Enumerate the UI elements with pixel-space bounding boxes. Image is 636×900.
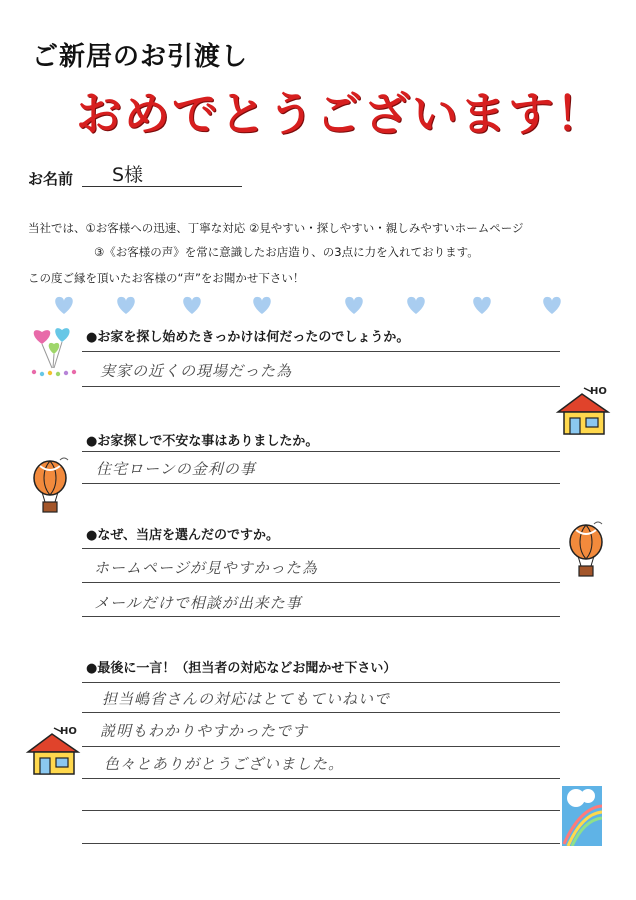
answer-rule <box>82 746 560 747</box>
heart-icon <box>473 297 491 314</box>
name-label: お名前 <box>28 170 74 188</box>
heart-icon <box>253 297 271 314</box>
house-icon <box>24 722 84 778</box>
page-title: おめでとうございます！ <box>76 87 604 141</box>
rainbow-icon <box>562 786 602 846</box>
svg-text:HO: HO <box>590 386 607 397</box>
svg-text:HO: HO <box>60 726 77 737</box>
answer-rule <box>82 386 560 387</box>
intro-line-3: この度ご縁を頂いたお客様の“声”をお聞かせ下さい！ <box>28 271 305 285</box>
name-value: S様 <box>112 164 144 186</box>
balloon-bouquet-icon <box>26 322 82 380</box>
name-underline <box>82 186 242 187</box>
answer-3-2: メールだけで相談が出来た事 <box>94 594 302 612</box>
answer-rule <box>82 616 560 617</box>
heart-icon <box>183 297 201 314</box>
answer-rule <box>82 778 560 779</box>
answer-rule <box>82 451 560 452</box>
heart-icon <box>345 297 363 314</box>
house-icon <box>554 382 614 438</box>
answer-4-3: 色々とありがとうございました。 <box>104 755 345 773</box>
answer-rule <box>82 712 560 713</box>
answer-rule <box>82 483 560 484</box>
question-4: ●最後に一言！（担当者の対応などお聞かせ下さい） <box>86 661 397 676</box>
hearts-row <box>50 294 590 316</box>
answer-rule <box>82 351 560 352</box>
answer-rule <box>82 843 560 844</box>
question-2: ●お家探しで不安な事はありましたか。 <box>86 434 319 449</box>
heart-icon <box>543 297 561 314</box>
answer-3-1: ホームページが見やすかった為 <box>94 559 318 577</box>
answer-4-1: 担当嶋省さんの対応はとてもていねいで <box>102 690 391 708</box>
page-subtitle: ご新居のお引渡し <box>32 42 249 72</box>
answer-1-1: 実家の近くの現場だった為 <box>100 362 293 380</box>
intro-line-2: ③《お客様の声》を常に意識したお店造り、の3点に力を入れております。 <box>94 245 479 259</box>
hot-air-balloon-icon <box>30 454 74 516</box>
heart-icon <box>407 297 425 314</box>
answer-rule <box>82 810 560 811</box>
answer-4-2: 説明もわかりやすかったです <box>100 722 309 740</box>
answer-2-1: 住宅ローンの金利の事 <box>96 460 256 478</box>
question-3: ●なぜ、当店を選んだのですか。 <box>86 528 279 543</box>
answer-rule <box>82 582 560 583</box>
hot-air-balloon-icon <box>566 518 610 580</box>
heart-icon <box>55 297 73 314</box>
heart-icon <box>117 297 135 314</box>
answer-rule <box>82 548 560 549</box>
question-1: ●お家を探し始めたきっかけは何だったのでしょうか。 <box>86 330 410 345</box>
intro-line-1: 当社では、①お客様への迅速、丁寧な対応 ②見やすい・探しやすい・親しみやすいホームページ <box>28 221 524 235</box>
answer-rule <box>82 682 560 683</box>
